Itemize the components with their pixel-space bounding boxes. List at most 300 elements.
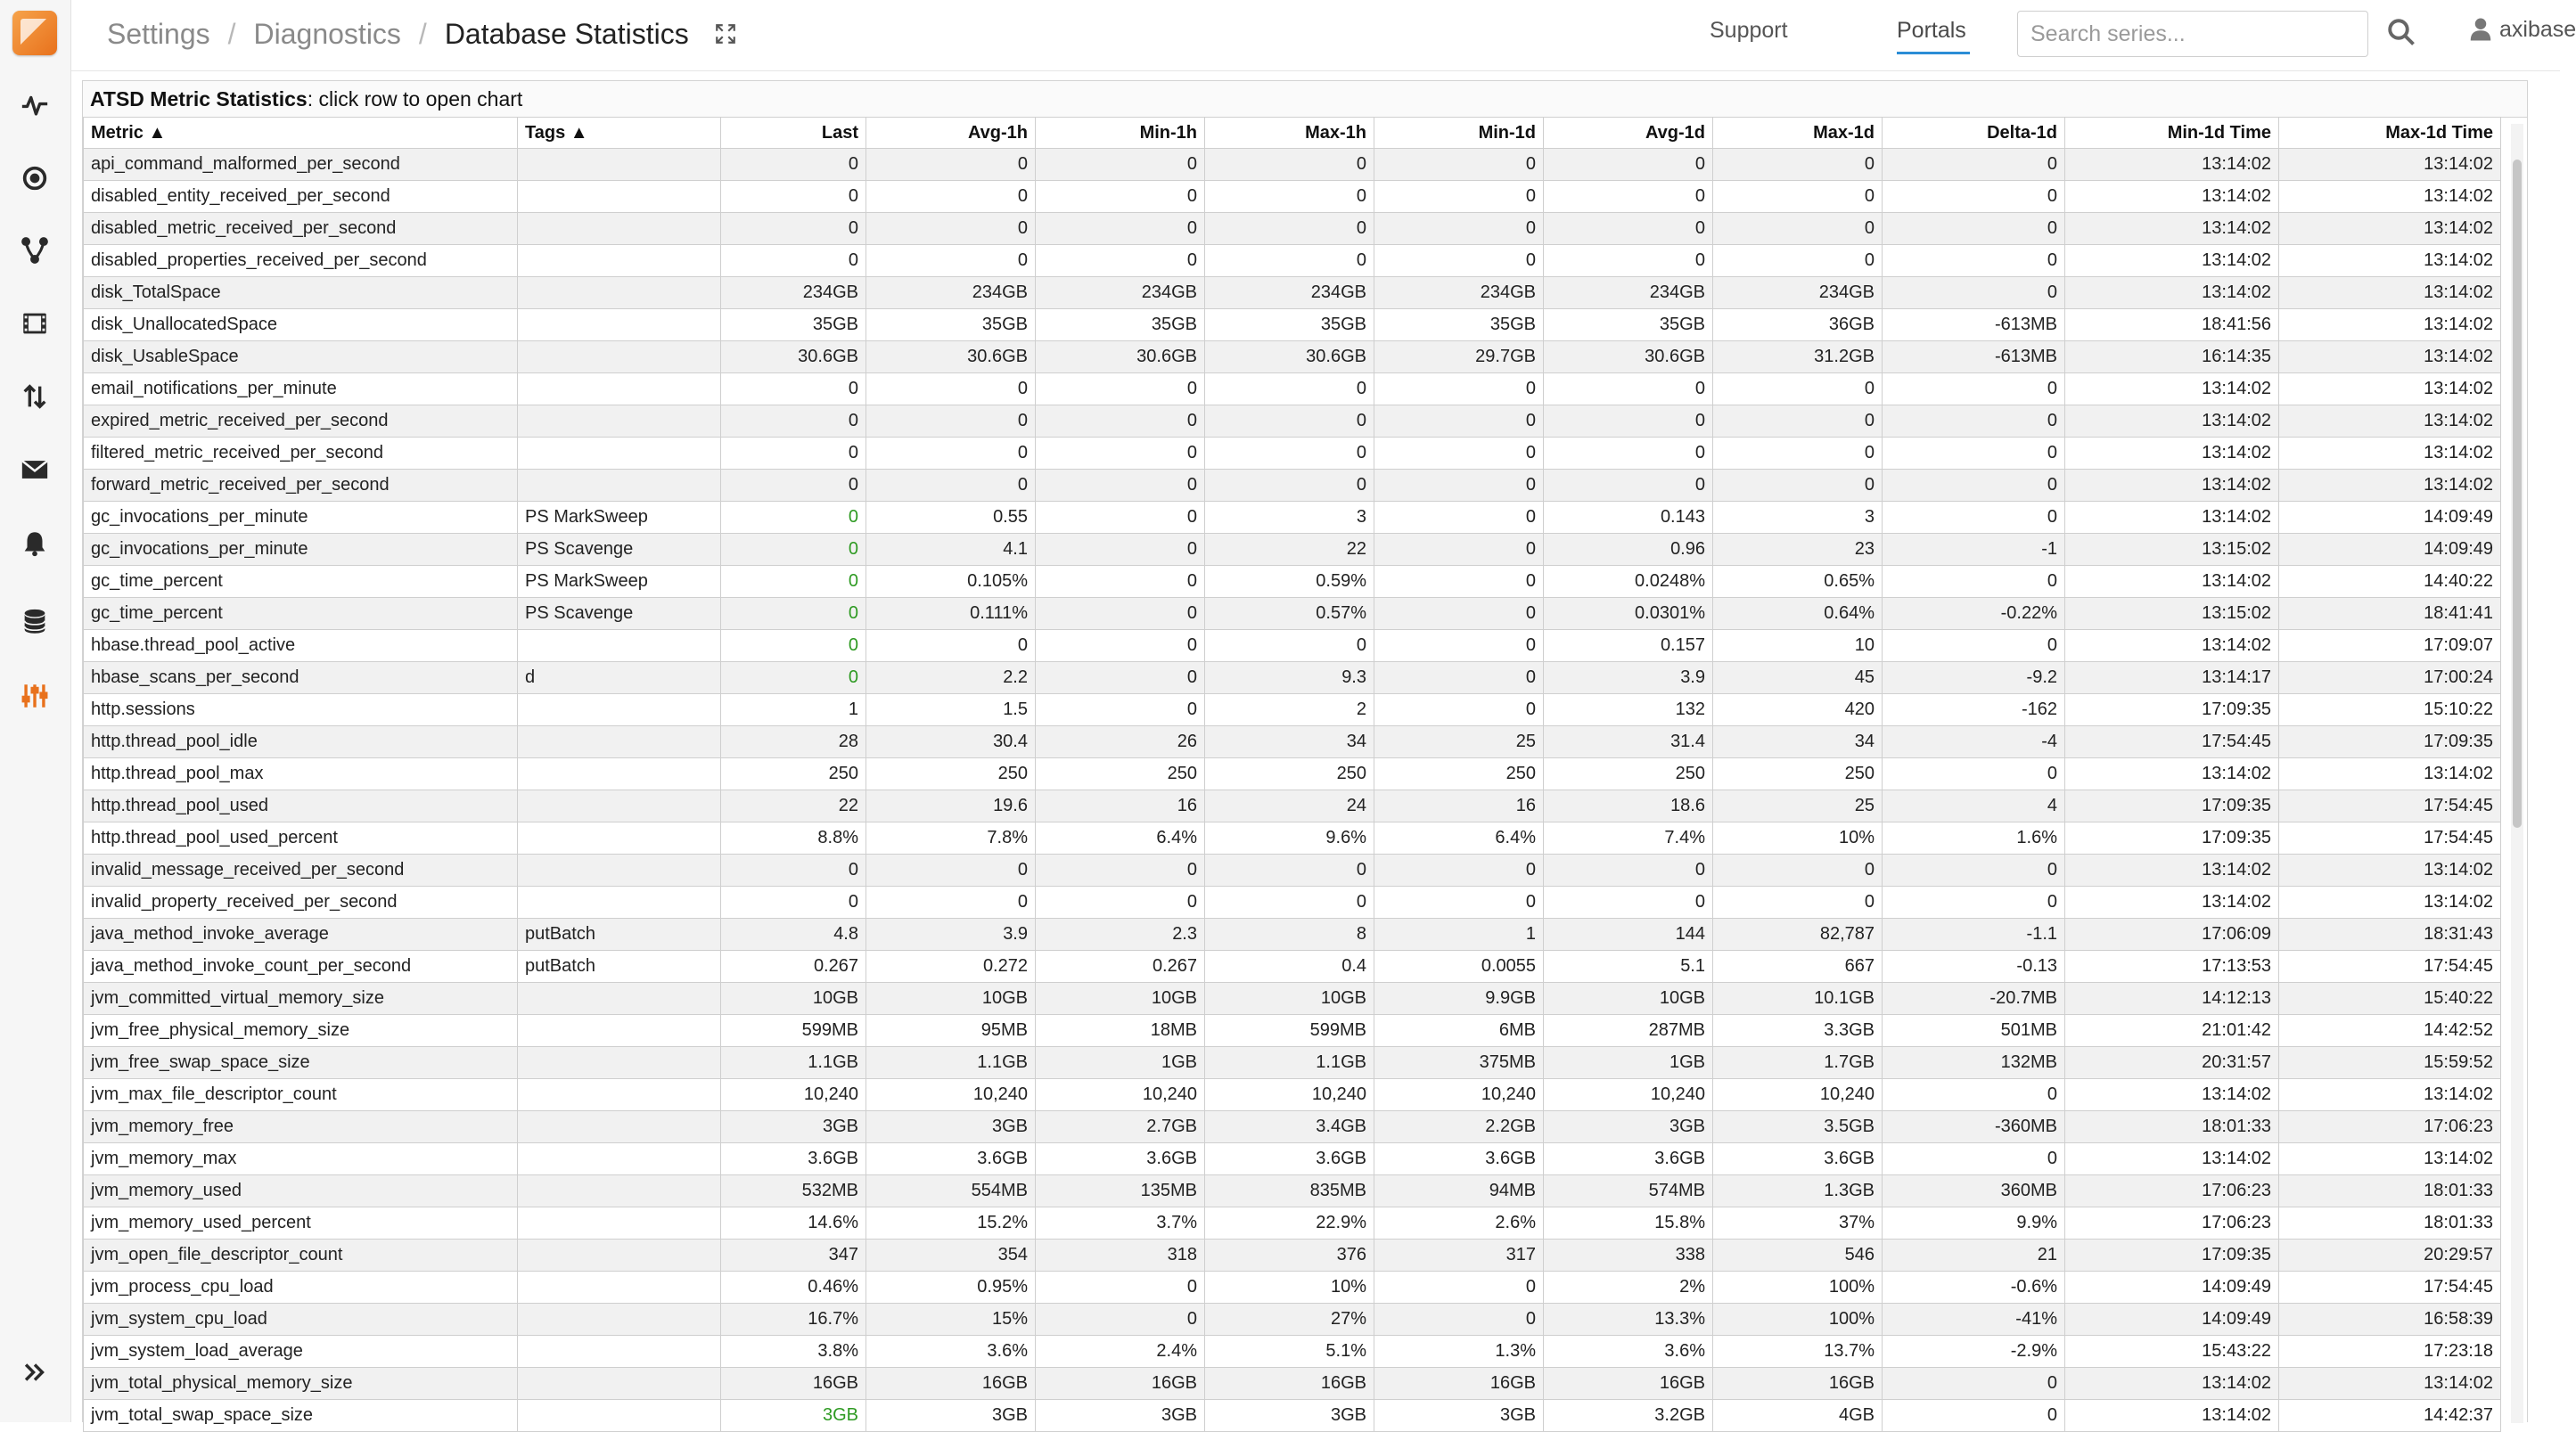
column-header-avg-1d[interactable]: Avg-1d: [1544, 118, 1713, 149]
cell-metric: disabled_properties_received_per_second: [84, 245, 518, 277]
cell-max-1d-time: 17:54:45: [2279, 1272, 2501, 1304]
cell-delta-1d: 0: [1883, 405, 2065, 438]
cell-avg-1h: 3GB: [866, 1111, 1036, 1143]
column-header-tags[interactable]: Tags ▲: [518, 118, 721, 149]
cell-avg-1d: 0: [1544, 245, 1713, 277]
cell-metric: jvm_memory_max: [84, 1143, 518, 1175]
table-row[interactable]: [84, 1015, 2501, 1047]
cell-min-1d-time: 13:14:02: [2065, 1079, 2279, 1111]
cell-tags: [518, 983, 721, 1015]
cell-max-1h: 599MB: [1205, 1015, 1374, 1047]
table-row[interactable]: [84, 855, 2501, 887]
cell-max-1h: 10,240: [1205, 1079, 1374, 1111]
cell-min-1h: 234GB: [1036, 277, 1205, 309]
cell-avg-1d: 287MB: [1544, 1015, 1713, 1047]
cell-min-1d-time: 20:31:57: [2065, 1047, 2279, 1079]
cell-last: 0: [721, 598, 866, 630]
user-icon: [2467, 16, 2494, 43]
cell-min-1h: 0: [1036, 373, 1205, 405]
cell-min-1d-time: 13:15:02: [2065, 598, 2279, 630]
cell-tags: PS Scavenge: [518, 598, 721, 630]
cell-max-1h: 10%: [1205, 1272, 1374, 1304]
cell-max-1h: 0: [1205, 405, 1374, 438]
breadcrumb-diagnostics[interactable]: Diagnostics: [253, 18, 401, 50]
cell-avg-1d: 1GB: [1544, 1047, 1713, 1079]
cell-last: 0: [721, 534, 866, 566]
cell-min-1d: 35GB: [1374, 309, 1544, 341]
cell-avg-1d: 31.4: [1544, 726, 1713, 758]
cell-min-1h: 0: [1036, 245, 1205, 277]
table-row[interactable]: [84, 758, 2501, 790]
cell-min-1d: 0: [1374, 598, 1544, 630]
cell-max-1d-time: 13:14:02: [2279, 405, 2501, 438]
table-header-row: [84, 118, 2501, 149]
cell-metric: jvm_committed_virtual_memory_size: [84, 983, 518, 1015]
transfer-icon[interactable]: [13, 375, 56, 418]
cell-avg-1d: 574MB: [1544, 1175, 1713, 1207]
bell-icon[interactable]: [13, 522, 56, 565]
user-name: axibase: [2499, 16, 2576, 42]
cell-avg-1h: 234GB: [866, 277, 1036, 309]
cell-avg-1d: 0: [1544, 213, 1713, 245]
column-header-max-1h[interactable]: Max-1h: [1205, 118, 1374, 149]
cell-min-1d: 0: [1374, 1304, 1544, 1336]
cell-max-1d: 45: [1713, 662, 1883, 694]
cell-metric: filtered_metric_received_per_second: [84, 438, 518, 470]
table-row[interactable]: [84, 373, 2501, 405]
cell-avg-1d: 18.6: [1544, 790, 1713, 822]
cell-tags: PS MarkSweep: [518, 502, 721, 534]
column-header-min-1h[interactable]: Min-1h: [1036, 118, 1205, 149]
expand-chevrons-icon[interactable]: [13, 1351, 56, 1394]
cell-min-1h: 16: [1036, 790, 1205, 822]
table-row[interactable]: [84, 1111, 2501, 1143]
cell-last: 0: [721, 855, 866, 887]
cell-avg-1h: 7.8%: [866, 822, 1036, 855]
cell-avg-1h: 10,240: [866, 1079, 1036, 1111]
page-title: Database Statistics: [444, 18, 689, 50]
cell-avg-1d: 132: [1544, 694, 1713, 726]
cell-min-1d-time: 17:09:35: [2065, 1240, 2279, 1272]
cell-delta-1d: 0: [1883, 438, 2065, 470]
cell-avg-1d: 15.8%: [1544, 1207, 1713, 1240]
table-row[interactable]: [84, 1368, 2501, 1400]
cell-min-1d-time: 13:14:02: [2065, 1368, 2279, 1400]
table-row[interactable]: [84, 1240, 2501, 1272]
cell-min-1d-time: 16:14:35: [2065, 341, 2279, 373]
cell-metric: disabled_entity_received_per_second: [84, 181, 518, 213]
cell-avg-1d: 0.96: [1544, 534, 1713, 566]
cell-last: 28: [721, 726, 866, 758]
cell-max-1h: 27%: [1205, 1304, 1374, 1336]
table-row[interactable]: [84, 1047, 2501, 1079]
cell-delta-1d: -41%: [1883, 1304, 2065, 1336]
cell-min-1d-time: 17:06:23: [2065, 1207, 2279, 1240]
cell-metric: disk_UnallocatedSpace: [84, 309, 518, 341]
cell-max-1h: 9.3: [1205, 662, 1374, 694]
cell-min-1d: 0: [1374, 470, 1544, 502]
cell-last: 3.6GB: [721, 1143, 866, 1175]
cell-tags: [518, 470, 721, 502]
table-row[interactable]: [84, 405, 2501, 438]
cell-min-1d: 250: [1374, 758, 1544, 790]
table-row[interactable]: [84, 245, 2501, 277]
cell-delta-1d: -0.22%: [1883, 598, 2065, 630]
table-row[interactable]: [84, 1304, 2501, 1336]
branch-icon[interactable]: [13, 229, 56, 272]
cell-min-1h: 30.6GB: [1036, 341, 1205, 373]
cell-avg-1d: 3.6%: [1544, 1336, 1713, 1368]
cell-avg-1d: 338: [1544, 1240, 1713, 1272]
cell-max-1d-time: 17:23:18: [2279, 1336, 2501, 1368]
database-icon[interactable]: [13, 601, 56, 643]
app-logo[interactable]: [12, 11, 57, 55]
cell-min-1h: 0: [1036, 438, 1205, 470]
cell-max-1h: 0: [1205, 470, 1374, 502]
cell-min-1h: 3GB: [1036, 1400, 1205, 1432]
table-row[interactable]: [84, 1143, 2501, 1175]
cell-max-1h: 2: [1205, 694, 1374, 726]
cell-metric: gc_time_percent: [84, 598, 518, 630]
column-header-min-1d-time[interactable]: Min-1d Time: [2065, 118, 2279, 149]
metric-statistics-table: [83, 117, 2501, 1432]
cell-min-1d-time: 14:09:49: [2065, 1304, 2279, 1336]
table-row[interactable]: [84, 726, 2501, 758]
cell-min-1d-time: 13:14:17: [2065, 662, 2279, 694]
cell-tags: [518, 309, 721, 341]
search-input[interactable]: [2017, 11, 2368, 57]
cell-min-1d-time: 18:41:56: [2065, 309, 2279, 341]
table-row[interactable]: [84, 790, 2501, 822]
scrollbar-thumb[interactable]: [2513, 160, 2522, 828]
cell-max-1d-time: 13:14:02: [2279, 470, 2501, 502]
search-icon[interactable]: [2385, 16, 2417, 48]
table-row[interactable]: [84, 309, 2501, 341]
cell-max-1d: 3.5GB: [1713, 1111, 1883, 1143]
cell-last: 0.46%: [721, 1272, 866, 1304]
table-row[interactable]: [84, 1079, 2501, 1111]
cell-tags: d: [518, 662, 721, 694]
cell-max-1d: 23: [1713, 534, 1883, 566]
table-row[interactable]: [84, 983, 2501, 1015]
table-row[interactable]: [84, 566, 2501, 598]
cell-delta-1d: 0: [1883, 887, 2065, 919]
cell-max-1h: 0: [1205, 630, 1374, 662]
cell-min-1h: 3.6GB: [1036, 1143, 1205, 1175]
cell-max-1h: 1.1GB: [1205, 1047, 1374, 1079]
cell-max-1d-time: 13:14:02: [2279, 758, 2501, 790]
cell-avg-1h: 30.6GB: [866, 341, 1036, 373]
cell-metric: disabled_metric_received_per_second: [84, 213, 518, 245]
cell-min-1d-time: 17:13:53: [2065, 951, 2279, 983]
cell-avg-1d: 30.6GB: [1544, 341, 1713, 373]
cell-avg-1h: 0: [866, 630, 1036, 662]
table-row[interactable]: [84, 662, 2501, 694]
cell-delta-1d: -20.7MB: [1883, 983, 2065, 1015]
column-header-max-1d[interactable]: Max-1d: [1713, 118, 1883, 149]
cell-delta-1d: 0: [1883, 181, 2065, 213]
cell-delta-1d: 0: [1883, 277, 2065, 309]
cell-min-1d-time: 13:14:02: [2065, 470, 2279, 502]
cell-max-1h: 835MB: [1205, 1175, 1374, 1207]
cell-min-1h: 0: [1036, 181, 1205, 213]
cell-avg-1h: 250: [866, 758, 1036, 790]
cell-min-1h: 0: [1036, 1272, 1205, 1304]
cell-delta-1d: 0: [1883, 502, 2065, 534]
cell-min-1h: 0: [1036, 470, 1205, 502]
cell-metric: jvm_system_load_average: [84, 1336, 518, 1368]
cell-max-1d: 420: [1713, 694, 1883, 726]
cell-metric: http.thread_pool_used: [84, 790, 518, 822]
portals-link[interactable]: Portals: [1897, 18, 1966, 43]
activity-icon[interactable]: [13, 84, 56, 127]
cell-min-1d-time: 13:14:02: [2065, 373, 2279, 405]
cell-last: 0: [721, 662, 866, 694]
cell-last: 35GB: [721, 309, 866, 341]
cell-last: 0: [721, 181, 866, 213]
cell-max-1h: 0: [1205, 373, 1374, 405]
cell-tags: [518, 1336, 721, 1368]
cell-last: 10,240: [721, 1079, 866, 1111]
user-menu[interactable]: [2467, 16, 2576, 43]
column-header-avg-1h[interactable]: Avg-1h: [866, 118, 1036, 149]
panel-header: [83, 81, 2527, 118]
cell-min-1d: 0: [1374, 181, 1544, 213]
cell-max-1h: 0.57%: [1205, 598, 1374, 630]
cell-min-1h: 0: [1036, 534, 1205, 566]
cell-tags: [518, 373, 721, 405]
table-row[interactable]: [84, 470, 2501, 502]
cell-min-1h: 0: [1036, 887, 1205, 919]
cell-min-1h: 0: [1036, 405, 1205, 438]
table-row[interactable]: [84, 1272, 2501, 1304]
cell-last: 250: [721, 758, 866, 790]
cell-avg-1d: 13.3%: [1544, 1304, 1713, 1336]
table-row[interactable]: [84, 534, 2501, 566]
column-header-metric[interactable]: Metric ▲: [84, 118, 518, 149]
cell-min-1d: 0.0055: [1374, 951, 1544, 983]
cell-avg-1h: 0: [866, 149, 1036, 181]
cell-tags: [518, 1111, 721, 1143]
cell-avg-1h: 3GB: [866, 1400, 1036, 1432]
cell-min-1d: 0: [1374, 534, 1544, 566]
cell-metric: hbase.thread_pool_active: [84, 630, 518, 662]
cell-delta-1d: -1.1: [1883, 919, 2065, 951]
breadcrumb-settings[interactable]: Settings: [107, 18, 210, 50]
cell-avg-1h: 354: [866, 1240, 1036, 1272]
cell-min-1h: 2.4%: [1036, 1336, 1205, 1368]
cell-tags: [518, 245, 721, 277]
cell-delta-1d: 9.9%: [1883, 1207, 2065, 1240]
cell-delta-1d: 0: [1883, 373, 2065, 405]
cell-max-1d-time: 13:14:02: [2279, 373, 2501, 405]
cell-max-1h: 22.9%: [1205, 1207, 1374, 1240]
cell-avg-1h: 1.5: [866, 694, 1036, 726]
cell-delta-1d: -613MB: [1883, 341, 2065, 373]
cell-avg-1d: 3.2GB: [1544, 1400, 1713, 1432]
table-row[interactable]: [84, 1336, 2501, 1368]
cell-last: 0: [721, 438, 866, 470]
table-row[interactable]: [84, 887, 2501, 919]
cell-max-1d-time: 17:54:45: [2279, 951, 2501, 983]
cell-last: 16.7%: [721, 1304, 866, 1336]
cell-min-1h: 0: [1036, 662, 1205, 694]
table-row[interactable]: [84, 438, 2501, 470]
cell-max-1d-time: 13:14:02: [2279, 277, 2501, 309]
table-row[interactable]: [84, 1207, 2501, 1240]
cell-tags: [518, 1015, 721, 1047]
cell-min-1h: 135MB: [1036, 1175, 1205, 1207]
cell-max-1d-time: 13:14:02: [2279, 438, 2501, 470]
cell-avg-1d: 0.143: [1544, 502, 1713, 534]
cell-metric: invalid_message_received_per_second: [84, 855, 518, 887]
cell-min-1d-time: 17:54:45: [2065, 726, 2279, 758]
cell-min-1d: 0: [1374, 855, 1544, 887]
cell-min-1d-time: 13:14:02: [2065, 758, 2279, 790]
cell-last: 0: [721, 566, 866, 598]
cell-max-1h: 0.59%: [1205, 566, 1374, 598]
cell-min-1d: 29.7GB: [1374, 341, 1544, 373]
cell-avg-1d: 7.4%: [1544, 822, 1713, 855]
sliders-icon[interactable]: [13, 675, 56, 717]
cell-min-1d-time: 13:14:02: [2065, 245, 2279, 277]
cell-avg-1h: 10GB: [866, 983, 1036, 1015]
cell-max-1d: 0: [1713, 438, 1883, 470]
cell-min-1d-time: 13:14:02: [2065, 630, 2279, 662]
cell-min-1h: 0: [1036, 694, 1205, 726]
table-row[interactable]: [84, 630, 2501, 662]
cell-min-1h: 2.7GB: [1036, 1111, 1205, 1143]
cell-metric: gc_invocations_per_minute: [84, 502, 518, 534]
cell-min-1d-time: 18:01:33: [2065, 1111, 2279, 1143]
column-header-delta-1d[interactable]: Delta-1d: [1883, 118, 2065, 149]
cell-max-1d: 0: [1713, 887, 1883, 919]
table-row[interactable]: [84, 213, 2501, 245]
cell-tags: [518, 1272, 721, 1304]
cell-min-1d: 1: [1374, 919, 1544, 951]
table-row[interactable]: [84, 149, 2501, 181]
cell-tags: [518, 213, 721, 245]
cell-avg-1h: 0: [866, 181, 1036, 213]
cell-max-1d: 0.65%: [1713, 566, 1883, 598]
mail-icon[interactable]: [13, 448, 56, 491]
table-row[interactable]: [84, 181, 2501, 213]
target-icon[interactable]: [13, 157, 56, 200]
cell-min-1d: 0: [1374, 405, 1544, 438]
table-row[interactable]: [84, 502, 2501, 534]
cell-max-1d: 13.7%: [1713, 1336, 1883, 1368]
cell-avg-1d: 0.0248%: [1544, 566, 1713, 598]
cell-max-1d: 82,787: [1713, 919, 1883, 951]
table-row[interactable]: [84, 1175, 2501, 1207]
table-row[interactable]: [84, 341, 2501, 373]
cell-max-1d-time: 17:00:24: [2279, 662, 2501, 694]
cell-max-1h: 0: [1205, 213, 1374, 245]
cell-last: 0: [721, 630, 866, 662]
cell-delta-1d: -1: [1883, 534, 2065, 566]
panel-subtitle: : click row to open chart: [307, 87, 523, 110]
cell-min-1d-time: 17:09:35: [2065, 790, 2279, 822]
cell-metric: http.thread_pool_used_percent: [84, 822, 518, 855]
cell-avg-1h: 0.272: [866, 951, 1036, 983]
vertical-scrollbar[interactable]: [2511, 124, 2523, 1423]
cell-last: 3GB: [721, 1400, 866, 1432]
cell-last: 0.267: [721, 951, 866, 983]
cell-avg-1d: 144: [1544, 919, 1713, 951]
table-row[interactable]: [84, 822, 2501, 855]
cell-delta-1d: 0: [1883, 470, 2065, 502]
column-header-max-1d-time[interactable]: Max-1d Time: [2279, 118, 2501, 149]
cell-max-1h: 8: [1205, 919, 1374, 951]
table-row[interactable]: [84, 598, 2501, 630]
cell-max-1d: 25: [1713, 790, 1883, 822]
cell-min-1d-time: 15:43:22: [2065, 1336, 2279, 1368]
cell-avg-1h: 0: [866, 373, 1036, 405]
cell-last: 0: [721, 502, 866, 534]
cell-last: 16GB: [721, 1368, 866, 1400]
cell-avg-1h: 30.4: [866, 726, 1036, 758]
cell-min-1h: 3.7%: [1036, 1207, 1205, 1240]
fullscreen-icon[interactable]: [714, 22, 737, 45]
table-row[interactable]: [84, 277, 2501, 309]
cell-tags: [518, 405, 721, 438]
table-row[interactable]: [84, 951, 2501, 983]
cell-max-1h: 3GB: [1205, 1400, 1374, 1432]
cell-avg-1d: 0: [1544, 438, 1713, 470]
cell-max-1d: 0: [1713, 181, 1883, 213]
cell-tags: [518, 630, 721, 662]
cell-max-1d: 546: [1713, 1240, 1883, 1272]
cell-avg-1h: 95MB: [866, 1015, 1036, 1047]
cell-metric: disk_TotalSpace: [84, 277, 518, 309]
table-row[interactable]: [84, 694, 2501, 726]
cell-avg-1d: 35GB: [1544, 309, 1713, 341]
cell-min-1d-time: 13:14:02: [2065, 887, 2279, 919]
cell-max-1d: 31.2GB: [1713, 341, 1883, 373]
table-row[interactable]: [84, 919, 2501, 951]
cell-avg-1h: 15.2%: [866, 1207, 1036, 1240]
cell-metric: http.sessions: [84, 694, 518, 726]
cell-last: 0: [721, 405, 866, 438]
cell-min-1d: 25: [1374, 726, 1544, 758]
cell-min-1d: 2.2GB: [1374, 1111, 1544, 1143]
cell-avg-1d: 0: [1544, 373, 1713, 405]
film-icon[interactable]: [13, 302, 56, 345]
cell-max-1d-time: 13:14:02: [2279, 1143, 2501, 1175]
cell-metric: gc_time_percent: [84, 566, 518, 598]
cell-max-1d-time: 18:01:33: [2279, 1207, 2501, 1240]
cell-avg-1d: 3.9: [1544, 662, 1713, 694]
cell-delta-1d: -162: [1883, 694, 2065, 726]
cell-max-1d: 100%: [1713, 1304, 1883, 1336]
support-link[interactable]: Support: [1710, 18, 1788, 43]
cell-max-1h: 0: [1205, 149, 1374, 181]
cell-metric: expired_metric_received_per_second: [84, 405, 518, 438]
cell-min-1d: 1.3%: [1374, 1336, 1544, 1368]
cell-max-1d-time: 15:40:22: [2279, 983, 2501, 1015]
table-row[interactable]: [84, 1400, 2501, 1432]
column-header-last[interactable]: Last: [721, 118, 866, 149]
cell-max-1d-time: 13:14:02: [2279, 149, 2501, 181]
cell-avg-1h: 0: [866, 213, 1036, 245]
cell-min-1h: 0: [1036, 502, 1205, 534]
cell-tags: [518, 277, 721, 309]
column-header-min-1d[interactable]: Min-1d: [1374, 118, 1544, 149]
cell-delta-1d: -0.13: [1883, 951, 2065, 983]
cell-delta-1d: 1.6%: [1883, 822, 2065, 855]
cell-delta-1d: 4: [1883, 790, 2065, 822]
cell-max-1h: 0: [1205, 855, 1374, 887]
